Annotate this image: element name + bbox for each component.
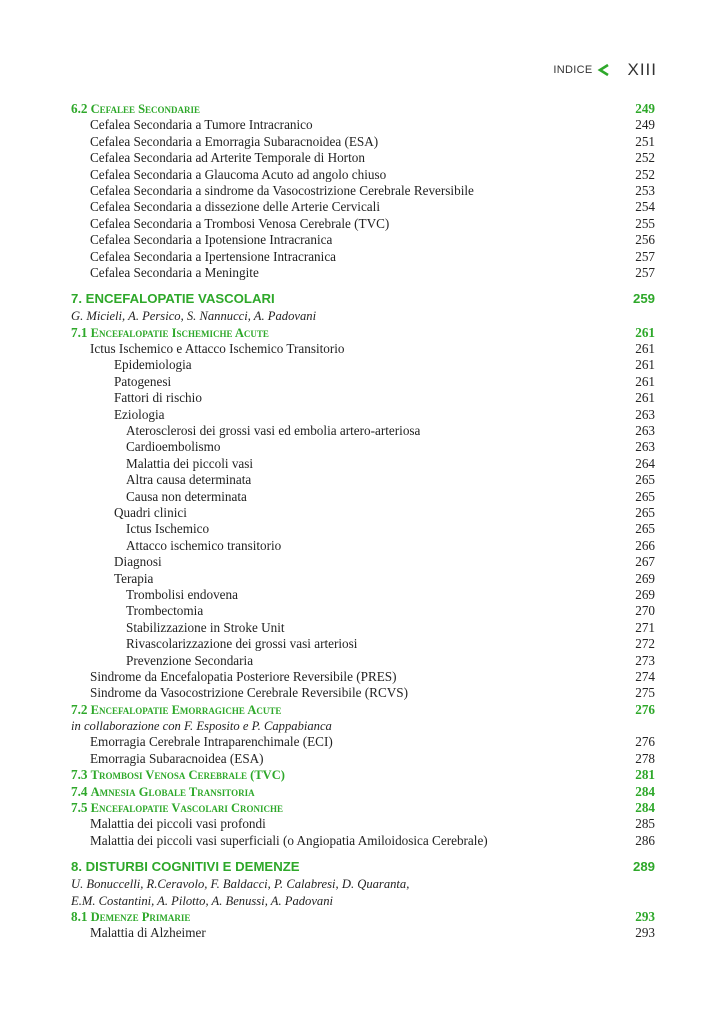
toc-title: Aterosclerosi dei grossi vasi ed embolia artero-arteriosa xyxy=(126,423,421,439)
toc-section-entry xyxy=(71,325,655,341)
toc-title: Ictus Ischemico xyxy=(126,521,210,537)
toc-entry xyxy=(71,833,655,849)
toc-subsubentry xyxy=(71,439,655,455)
toc-section-name: Amnesia Globale Transitoria xyxy=(90,784,255,799)
toc-page-number: 274 xyxy=(635,668,655,684)
toc-entry xyxy=(71,265,655,281)
toc-section-name: Trombosi Venosa Cerebrale (TVC) xyxy=(90,768,285,783)
toc-title: Cefalea Secondaria a dissezione delle Arterie Cervicali xyxy=(90,199,380,215)
toc-subsubentry xyxy=(71,521,655,537)
toc-title: Stabilizzazione in Stroke Unit xyxy=(126,619,285,635)
toc-title: Malattia di Alzheimer xyxy=(90,925,206,941)
toc-page-number: 263 xyxy=(635,406,655,422)
toc-subsubentry xyxy=(71,587,655,603)
toc-page-number: 286 xyxy=(635,832,655,848)
toc-title: Epidemiologia xyxy=(114,357,192,373)
toc-title: Diagnosi xyxy=(114,554,162,570)
toc-title: Patogenesi xyxy=(114,373,172,389)
toc-page-number: 252 xyxy=(635,150,655,166)
toc-subsubentry xyxy=(71,489,655,505)
toc-section-entry xyxy=(71,101,655,117)
toc-section-name: Encefalopatie Ischemiche Acute xyxy=(90,325,269,340)
toc-page-number: 284 xyxy=(635,783,655,799)
toc-page-number: 270 xyxy=(635,603,655,619)
toc-page-number: 257 xyxy=(635,248,655,264)
toc-page-number: 278 xyxy=(635,750,655,766)
toc-subsubentry xyxy=(71,620,655,636)
toc-section-number: 7.2 xyxy=(71,701,88,717)
authors-text: in collaborazione con F. Esposito e P. Cappabianca xyxy=(71,719,332,734)
toc-section-entry xyxy=(71,909,655,925)
toc-page-number: 275 xyxy=(635,685,655,701)
toc-title: 8. DISTURBI COGNITIVI E DEMENZE xyxy=(71,859,300,875)
toc-page-number: 251 xyxy=(635,133,655,149)
toc-page-number: 255 xyxy=(635,215,655,231)
toc-title: Trombectomia xyxy=(126,603,204,619)
chevron-left-icon xyxy=(597,63,611,77)
toc-section-number: 6.2 xyxy=(71,101,88,116)
toc-entry xyxy=(71,216,655,232)
toc-section-name: Encefalopatie Emorragiche Acute xyxy=(90,702,282,717)
toc-page-number: 265 xyxy=(635,472,655,488)
toc-title: Sindrome da Vasocostrizione Cerebrale Reversibile (RCVS) xyxy=(90,685,409,701)
toc-page-number: 252 xyxy=(635,166,655,182)
toc-section-title xyxy=(71,325,269,341)
toc-title: Cefalea Secondaria a Tumore Intracranico xyxy=(90,117,313,133)
toc-title: Cefalea Secondaria a sindrome da Vasocostrizione Cerebrale Reversibile xyxy=(90,182,474,198)
toc-subentry xyxy=(71,571,655,587)
toc-section-name: Cefalee Secondarie xyxy=(90,102,201,116)
toc-entry xyxy=(71,199,655,215)
toc-entry xyxy=(71,183,655,199)
toc-page-number: 284 xyxy=(635,800,655,816)
toc-entry xyxy=(71,751,655,767)
toc-section-title xyxy=(71,800,283,816)
toc-page-number: 269 xyxy=(635,586,655,602)
toc-entry xyxy=(71,685,655,701)
toc-title: Attacco ischemico transitorio xyxy=(126,537,282,553)
toc-page-number: 263 xyxy=(635,439,655,455)
spacer xyxy=(71,281,655,290)
toc-entry xyxy=(71,341,655,357)
toc-section-number: 8.1 xyxy=(71,908,88,924)
page-header xyxy=(553,60,657,80)
toc-section-entry xyxy=(71,784,655,800)
toc-title: Malattia dei piccoli vasi superficiali (o Angiopatia Amiloidosica Cerebrale) xyxy=(90,832,488,848)
table-of-contents xyxy=(71,101,655,942)
toc-section-name: Encefalopatie Vascolari Croniche xyxy=(90,801,284,816)
toc-entry xyxy=(71,734,655,750)
toc-page-number: 257 xyxy=(635,264,655,280)
toc-page-number: 249 xyxy=(635,117,655,133)
page-number: XIII xyxy=(627,60,657,79)
toc-page-number: 293 xyxy=(635,925,655,941)
toc-subsubentry xyxy=(71,603,655,619)
toc-section-number: 7.3 xyxy=(71,767,88,783)
toc-section-title xyxy=(71,767,285,783)
toc-title: Cardioembolismo xyxy=(126,439,221,455)
toc-subsubentry xyxy=(71,636,655,652)
authors-text: E.M. Costantini, A. Pilotto, A. Benussi, A. Padovani xyxy=(71,893,334,908)
toc-title: 7. ENCEFALOPATIE VASCOLARI xyxy=(71,291,275,307)
toc-page-number: 276 xyxy=(635,734,655,750)
section-label: INDICE xyxy=(553,64,593,76)
authors-text: U. Bonuccelli, R.Ceravolo, F. Baldacci, P. Calabresi, D. Quaranta, xyxy=(71,877,410,892)
toc-page-number: 265 xyxy=(635,488,655,504)
toc-authors-line xyxy=(71,308,655,324)
toc-entry xyxy=(71,669,655,685)
toc-subentry xyxy=(71,390,655,406)
toc-entry xyxy=(71,117,655,133)
toc-entry xyxy=(71,249,655,265)
toc-title: Cefalea Secondaria a Ipotensione Intracranica xyxy=(90,232,333,248)
toc-subsubentry xyxy=(71,538,655,554)
toc-subentry xyxy=(71,554,655,570)
toc-page-number: 267 xyxy=(635,554,655,570)
toc-page-number: 281 xyxy=(635,767,655,783)
toc-page-number: 253 xyxy=(635,182,655,198)
toc-entry xyxy=(71,134,655,150)
toc-title: Prevenzione Secondaria xyxy=(126,652,254,668)
toc-title: Causa non determinata xyxy=(126,488,247,504)
toc-page-number: 261 xyxy=(635,357,655,373)
toc-entry xyxy=(71,232,655,248)
toc-section-title xyxy=(71,101,200,117)
toc-title: Sindrome da Encefalopatia Posteriore Reversibile (PRES) xyxy=(90,668,397,684)
toc-section-title xyxy=(71,784,255,800)
toc-title: Emorragia Subaracnoidea (ESA) xyxy=(90,750,264,766)
toc-entry xyxy=(71,816,655,832)
spacer xyxy=(71,849,655,858)
toc-section-entry xyxy=(71,767,655,783)
toc-page-number: 264 xyxy=(635,455,655,471)
toc-entry xyxy=(71,925,655,941)
toc-title: Ictus Ischemico e Attacco Ischemico Transitorio xyxy=(90,341,345,357)
toc-section-title xyxy=(71,702,281,718)
toc-page-number: 265 xyxy=(635,521,655,537)
toc-title: Altra causa determinata xyxy=(126,472,252,488)
toc-entry xyxy=(71,150,655,166)
toc-subsubentry xyxy=(71,653,655,669)
toc-subsubentry xyxy=(71,456,655,472)
toc-page-number: 269 xyxy=(635,570,655,586)
toc-authors-line xyxy=(71,893,655,909)
toc-section-number: 7.5 xyxy=(71,800,88,816)
toc-authors-line xyxy=(71,876,655,892)
toc-title: Cefalea Secondaria a Trombosi Venosa Cerebrale (TVC) xyxy=(90,215,390,231)
toc-authors-line xyxy=(71,718,655,734)
toc-title: Cefalea Secondaria a Ipertensione Intracranica xyxy=(90,248,337,264)
toc-subentry xyxy=(71,357,655,373)
toc-section-entry xyxy=(71,800,655,816)
toc-page-number: 261 xyxy=(635,324,655,340)
toc-title: Fattori di rischio xyxy=(114,390,202,406)
authors-text: G. Micieli, A. Persico, S. Nannucci, A. Padovani xyxy=(71,309,317,324)
toc-page-number: 261 xyxy=(635,373,655,389)
toc-page-number: 256 xyxy=(635,232,655,248)
toc-chapter-entry xyxy=(71,858,655,876)
toc-section-number: 7.1 xyxy=(71,324,88,340)
toc-page-number: 289 xyxy=(632,859,655,875)
toc-page-number: 261 xyxy=(635,341,655,357)
toc-title: Cefalea Secondaria a Glaucoma Acuto ad angolo chiuso xyxy=(90,166,387,182)
toc-page-number: 273 xyxy=(635,652,655,668)
toc-title: Malattia dei piccoli vasi profondi xyxy=(90,816,266,832)
toc-subsubentry xyxy=(71,423,655,439)
toc-page-number: 272 xyxy=(635,636,655,652)
toc-title: Rivascolarizzazione dei grossi vasi arteriosi xyxy=(126,636,358,652)
toc-page-number: 265 xyxy=(635,504,655,520)
toc-section-entry xyxy=(71,702,655,718)
toc-subsubentry xyxy=(71,472,655,488)
toc-page-number: 254 xyxy=(635,199,655,215)
toc-title: Malattia dei piccoli vasi xyxy=(126,455,254,471)
toc-subentry xyxy=(71,505,655,521)
toc-title: Quadri clinici xyxy=(114,504,187,520)
toc-section-title xyxy=(71,909,190,925)
toc-section-number: 7.4 xyxy=(71,783,88,799)
toc-section-name: Demenze Primarie xyxy=(90,909,191,924)
toc-page-number: 263 xyxy=(635,423,655,439)
toc-title: Terapia xyxy=(114,570,154,586)
toc-page-number: 266 xyxy=(635,537,655,553)
toc-subentry xyxy=(71,374,655,390)
toc-subentry xyxy=(71,407,655,423)
toc-chapter-entry xyxy=(71,290,655,308)
toc-title: Trombolisi endovena xyxy=(126,586,238,602)
toc-title: Emorragia Cerebrale Intraparenchimale (ECI) xyxy=(90,734,333,750)
toc-entry xyxy=(71,167,655,183)
toc-page-number: 276 xyxy=(635,701,655,717)
toc-page-number: 285 xyxy=(635,816,655,832)
toc-title: Cefalea Secondaria a Meningite xyxy=(90,264,259,280)
toc-page-number: 259 xyxy=(632,291,655,307)
toc-title: Cefalea Secondaria ad Arterite Temporale di Horton xyxy=(90,150,365,166)
toc-page-number: 261 xyxy=(635,390,655,406)
toc-page-number: 271 xyxy=(635,619,655,635)
toc-title: Cefalea Secondaria a Emorragia Subaracnoidea (ESA) xyxy=(90,133,379,149)
toc-title: Eziologia xyxy=(114,406,165,422)
toc-page-number: 293 xyxy=(635,908,655,924)
toc-page-number: 249 xyxy=(635,101,655,116)
